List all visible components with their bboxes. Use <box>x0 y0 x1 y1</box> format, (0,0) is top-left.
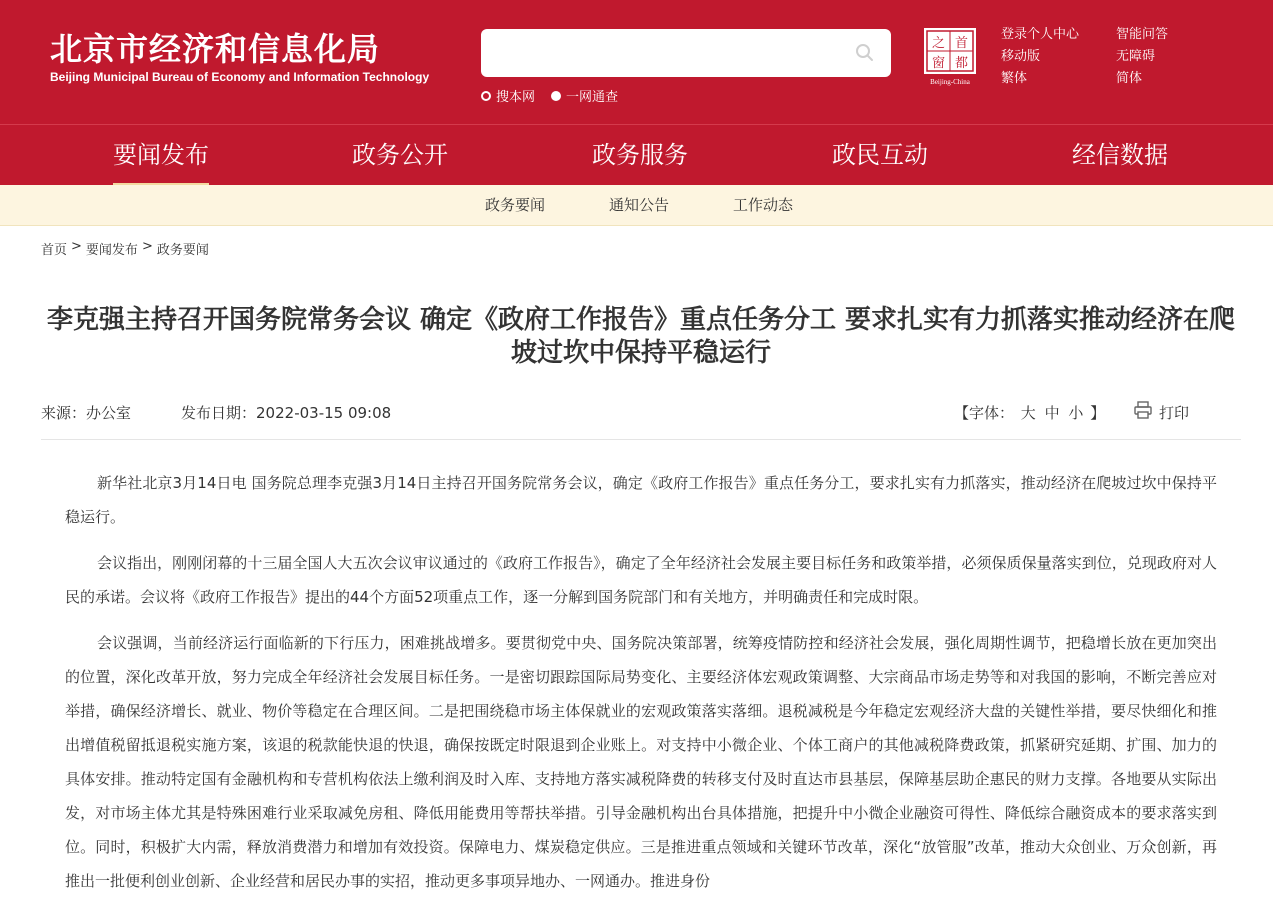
nav-gov-services[interactable]: 政务服务 <box>592 141 688 169</box>
search-scope-all[interactable] <box>551 86 618 105</box>
capital-logo-en: Beijing-China <box>930 78 970 86</box>
font-label-prefix: 【字体： <box>954 404 1015 422</box>
nav-data[interactable]: 经信数据 <box>1072 141 1168 169</box>
subnav-gov-news[interactable]: 政务要闻 <box>485 196 546 214</box>
search-scope-site[interactable] <box>481 86 535 105</box>
breadcrumb-home[interactable]: 首页 <box>41 243 68 258</box>
search-scope-site-label: 搜本网 <box>496 90 536 105</box>
link-mobile[interactable]: 移动版 <box>1001 49 1041 64</box>
site-header <box>0 0 1273 124</box>
font-size-small[interactable]: 小 <box>1068 404 1084 422</box>
source-label: 来源： <box>41 404 87 422</box>
article-title: 李克强主持召开国务院常务会议 确定《政府工作报告》重点任务分工 要求扎实有力抓落实推动经济在爬坡过坎中保持平稳运行 <box>46 305 1236 368</box>
font-size-medium[interactable]: 中 <box>1044 404 1060 422</box>
link-smart-qa[interactable]: 智能问答 <box>1116 27 1169 42</box>
font-size-controls <box>954 402 1105 423</box>
capital-logo-char-2: 首 <box>954 36 969 51</box>
sub-nav <box>0 185 1273 226</box>
top-links <box>1001 26 1231 88</box>
article-body <box>65 466 1217 910</box>
print-button[interactable] <box>1133 400 1189 424</box>
date-label: 发布日期： <box>181 404 257 422</box>
search-scope-all-label: 一网通查 <box>566 90 619 105</box>
font-size-large[interactable]: 大 <box>1020 404 1036 422</box>
radio-unselected-icon <box>481 91 491 101</box>
breadcrumb-news[interactable]: 要闻发布 <box>85 243 138 258</box>
nav-interaction[interactable]: 政民互动 <box>832 141 928 169</box>
link-simplified[interactable]: 简体 <box>1116 71 1143 86</box>
capital-logo-char-3: 窗 <box>931 56 946 71</box>
article-meta <box>41 400 1241 440</box>
capital-window-logo[interactable] <box>922 28 978 86</box>
printer-icon <box>1133 400 1153 424</box>
site-logo-title[interactable]: 北京市经济和信息化局 <box>50 30 381 68</box>
search-icon[interactable] <box>855 43 875 63</box>
link-accessibility[interactable]: 无障碍 <box>1116 49 1156 64</box>
breadcrumb-gov-news[interactable]: 政务要闻 <box>156 243 209 258</box>
article-paragraph: 会议强调，当前经济运行面临新的下行压力，困难挑战增多。要贯彻党中央、国务院决策部署，统筹疫情防控和经济社会发展，强化周期性调节，把稳增长放在更加突出的位置，深化改革开放，努力完成全年经济社会发展目标任务。一是密切跟踪国际局势变化、主要经济体宏观政策调整、大宗商品市场走势等和对我国的影响，不断完善应对举措，确保经济增长、就业、物价等稳定在合理区间。二是把围绕稳市场主体保就业的宏观政策落实落细。退税减税是今年稳定宏观经济大盘的关键性举措，要尽快细化和推出增值税留抵退税实施方案，该退的税款能快退的快退，确保按既定时限退到企业账上。对支持中小微企业、个体工商户的其他减税降费政策，抓紧研究延期、扩围、加力的具体安排。推动特定国有金融机构和专营机构依法上缴利润及时入库、支持地方落实减税降费的转移支付及时直达市县基层，保障基层助企惠民的财力支撑。各地要从实际出发，对市场主体尤其是特殊困难行业采取减免房租、降低用能费用等帮扶举措。引导金融机构出台具体措施，把提升中小微企业融资可得性、降低综合融资成本的要求落实到位。同时，积极扩大内需，释放消费潜力和增加有效投资。保障电力、煤炭稳定供应。三是推进重点领域和关键环节改革，深化“放管服”改革，推动大众创业、万众创新，再推出一批便利创业创新、企业经营和居民办事的实招，推动更多事项异地办、一网通办。推进身份 <box>65 634 1217 890</box>
link-traditional[interactable]: 繁体 <box>1001 71 1028 86</box>
article-paragraph: 新华社北京3月14日电 国务院总理李克强3月14日主持召开国务院常务会议，确定《政府工作报告》重点任务分工，要求扎实有力抓落实，推动经济在爬坡过坎中保持平稳运行。 <box>65 474 1217 526</box>
capital-logo-char-1: 之 <box>931 36 946 51</box>
subnav-work-updates[interactable]: 工作动态 <box>733 196 794 214</box>
breadcrumb-separator: > <box>71 239 82 254</box>
breadcrumb-separator: > <box>141 239 153 254</box>
nav-gov-affairs[interactable]: 政务公开 <box>352 141 448 169</box>
date-value: 2022-03-15 09:08 <box>256 404 392 422</box>
article-date <box>181 402 391 423</box>
link-login[interactable]: 登录个人中心 <box>1001 27 1080 42</box>
article-source <box>41 402 131 423</box>
nav-news[interactable]: 要闻发布 <box>113 125 209 186</box>
subnav-notices[interactable]: 通知公告 <box>609 196 670 214</box>
article-paragraph: 会议指出，刚刚闭幕的十三届全国人大五次会议审议通过的《政府工作报告》，确定了全年经济社会发展主要目标任务和政策举措，必须保质保量落实到位，兑现政府对人民的承诺。会议将《政府工作报告》提出的44个方面52项重点工作，逐一分解到国务院部门和有关地方，并明确责任和完成时限。 <box>65 554 1217 606</box>
capital-logo-char-4: 都 <box>954 56 969 71</box>
breadcrumb <box>41 239 209 258</box>
search-box <box>481 29 891 77</box>
search-scope-options <box>481 86 618 105</box>
source-value: 办公室 <box>86 404 132 422</box>
search-input[interactable] <box>493 39 843 67</box>
main-nav <box>0 124 1273 185</box>
radio-selected-icon <box>551 91 561 101</box>
font-label-suffix: 】 <box>1090 404 1106 422</box>
print-label: 打印 <box>1159 403 1190 422</box>
site-logo-subtitle: Beijing Municipal Bureau of Economy and Information Technology <box>50 70 430 84</box>
